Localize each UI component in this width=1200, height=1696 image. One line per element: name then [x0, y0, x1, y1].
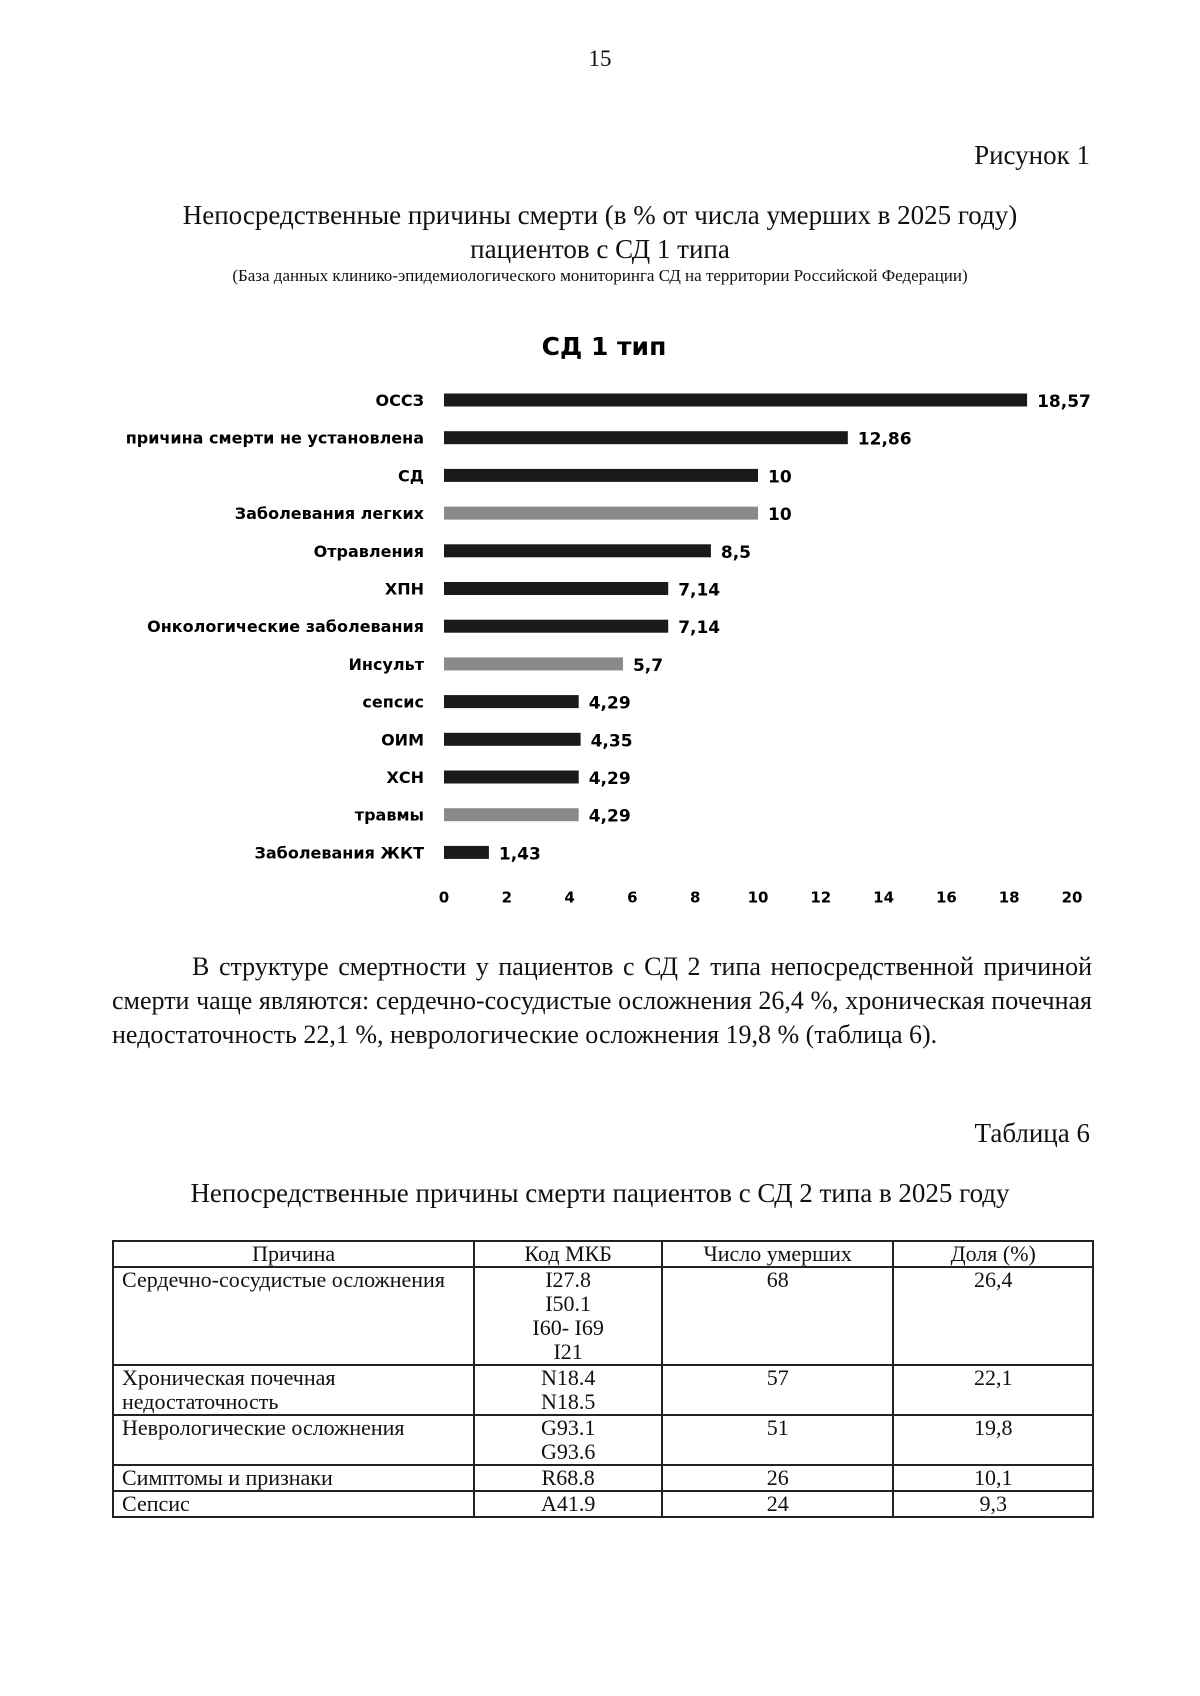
x-tick-label: 16 — [935, 888, 957, 907]
figure-label: Рисунок 1 — [974, 140, 1090, 170]
figure-title-line1: Непосредственные причины смерти (в % от числа умерших в 2025 году) — [182, 200, 1018, 230]
share-cell: 9,3 — [893, 1491, 1093, 1517]
figure-title — [0, 198, 1200, 266]
category-label: сепсис — [362, 692, 424, 712]
bar-chart — [0, 320, 1200, 920]
value-label: 4,35 — [590, 731, 633, 752]
icd-code: I27.8 — [545, 1267, 592, 1292]
cause-cell: Сердечно-сосудистые осложнения — [113, 1267, 474, 1365]
share-cell: 26,4 — [893, 1267, 1093, 1365]
x-tick-label: 0 — [438, 888, 450, 907]
chart-title: СД 1 тип — [541, 332, 667, 361]
value-label: 4,29 — [588, 693, 631, 714]
header-share: Доля (%) — [893, 1241, 1093, 1267]
table-label: Таблица 6 — [974, 1118, 1090, 1148]
icd-code: R68.8 — [541, 1465, 595, 1490]
value-label: 4,29 — [588, 806, 631, 827]
icd-code: A41.9 — [540, 1491, 596, 1516]
bar — [444, 507, 758, 520]
value-label: 7,14 — [678, 618, 721, 639]
causes-table — [112, 1240, 1094, 1518]
icd-code: G93.6 — [540, 1439, 596, 1464]
deaths-cell: 26 — [662, 1465, 894, 1491]
body-paragraph — [112, 950, 1092, 1052]
category-label: Инсульт — [348, 654, 424, 674]
icd-code: I60- I69 — [532, 1315, 604, 1340]
header-cause: Причина — [113, 1241, 474, 1267]
icd-code: I50.1 — [545, 1291, 592, 1316]
deaths-cell: 57 — [662, 1365, 894, 1415]
table-header-row — [113, 1241, 1093, 1267]
category-label: Онкологические заболевания — [147, 617, 424, 637]
value-label: 18,57 — [1037, 392, 1091, 412]
bar — [444, 695, 579, 708]
category-label: ХПН — [384, 579, 424, 599]
table-row — [113, 1465, 1093, 1491]
bar — [444, 846, 489, 859]
deaths-cell: 24 — [662, 1491, 894, 1517]
icd-code: I21 — [553, 1339, 583, 1364]
value-label: 12,86 — [857, 429, 912, 450]
category-label: СД — [398, 466, 424, 486]
bar — [444, 394, 1027, 407]
deaths-cell: 51 — [662, 1415, 894, 1465]
cause-cell: Неврологические осложнения — [113, 1415, 474, 1465]
icd-code-cell — [474, 1465, 662, 1491]
table-row — [113, 1267, 1093, 1365]
bar — [444, 544, 711, 557]
x-tick-label: 10 — [747, 888, 769, 907]
table-row — [113, 1491, 1093, 1517]
header-deaths: Число умерших — [662, 1241, 894, 1267]
icd-code-cell — [474, 1491, 662, 1517]
x-tick-label: 6 — [627, 888, 638, 907]
bar — [444, 469, 758, 482]
x-tick-label: 2 — [501, 888, 513, 907]
value-label: 5,7 — [632, 655, 664, 676]
x-tick-label: 20 — [1061, 888, 1083, 907]
cause-cell: Сепсис — [113, 1491, 474, 1517]
category-label: Заболевания легких — [234, 504, 424, 524]
icd-code: G93.1 — [540, 1415, 596, 1440]
category-label: Заболевания ЖКТ — [254, 843, 424, 863]
icd-code-cell — [474, 1415, 662, 1465]
category-label: ХСН — [386, 768, 424, 787]
cause-cell: Хроническая почечная недостаточность — [113, 1365, 474, 1415]
value-label: 8,5 — [720, 542, 752, 563]
share-cell: 10,1 — [893, 1465, 1093, 1491]
table-row — [113, 1415, 1093, 1465]
value-label: 10 — [768, 467, 792, 488]
value-label: 7,14 — [678, 580, 721, 601]
share-cell: 19,8 — [893, 1415, 1093, 1465]
category-label: причина смерти не установлена — [125, 428, 424, 448]
page-number: 15 — [588, 46, 612, 71]
bar — [444, 657, 623, 670]
header-icd-code: Код МКБ — [474, 1241, 662, 1267]
deaths-cell: 68 — [662, 1267, 894, 1365]
bar — [444, 808, 579, 821]
category-label: травмы — [354, 805, 424, 825]
bar — [444, 582, 668, 595]
x-tick-label: 12 — [810, 888, 832, 907]
category-label: ОИМ — [381, 730, 424, 750]
icd-code-cell — [474, 1267, 662, 1365]
category-label: ОССЗ — [375, 391, 424, 410]
cause-cell: Симптомы и признаки — [113, 1465, 474, 1491]
icd-code: N18.4 — [540, 1365, 596, 1390]
x-tick-label: 8 — [689, 888, 701, 907]
share-cell: 22,1 — [893, 1365, 1093, 1415]
bar — [444, 771, 579, 784]
value-label: 4,29 — [588, 769, 631, 789]
x-tick-label: 18 — [998, 888, 1020, 907]
table-row — [113, 1365, 1093, 1415]
table-title: Непосредственные причины смерти пациентов с СД 2 типа в 2025 году — [190, 1178, 1010, 1208]
x-tick-label: 14 — [873, 888, 895, 907]
figure-title-line2: пациентов с СД 1 типа — [470, 234, 730, 264]
icd-code: N18.5 — [540, 1389, 596, 1414]
bar — [444, 431, 848, 444]
body-paragraph-text: В структуре смертности у пациентов с СД 2 типа непосредственной причиной смерти чаще являются: сердечно-сосудистые осложнения 26,4 %, хроническая почечная недостаточность 22,1 %, неврологические осложнения 19,8 % (таблица 6). — [112, 952, 1092, 1049]
icd-code-cell — [474, 1365, 662, 1415]
bar — [444, 733, 581, 746]
category-label: Отравления — [313, 541, 424, 561]
figure-source: (База данных клинико-эпидемиологического мониторинга СД на территории Российской Федерации) — [232, 266, 968, 285]
value-label: 10 — [768, 505, 792, 526]
value-label: 1,43 — [498, 844, 541, 865]
x-tick-label: 4 — [564, 888, 575, 907]
bar — [444, 620, 668, 633]
